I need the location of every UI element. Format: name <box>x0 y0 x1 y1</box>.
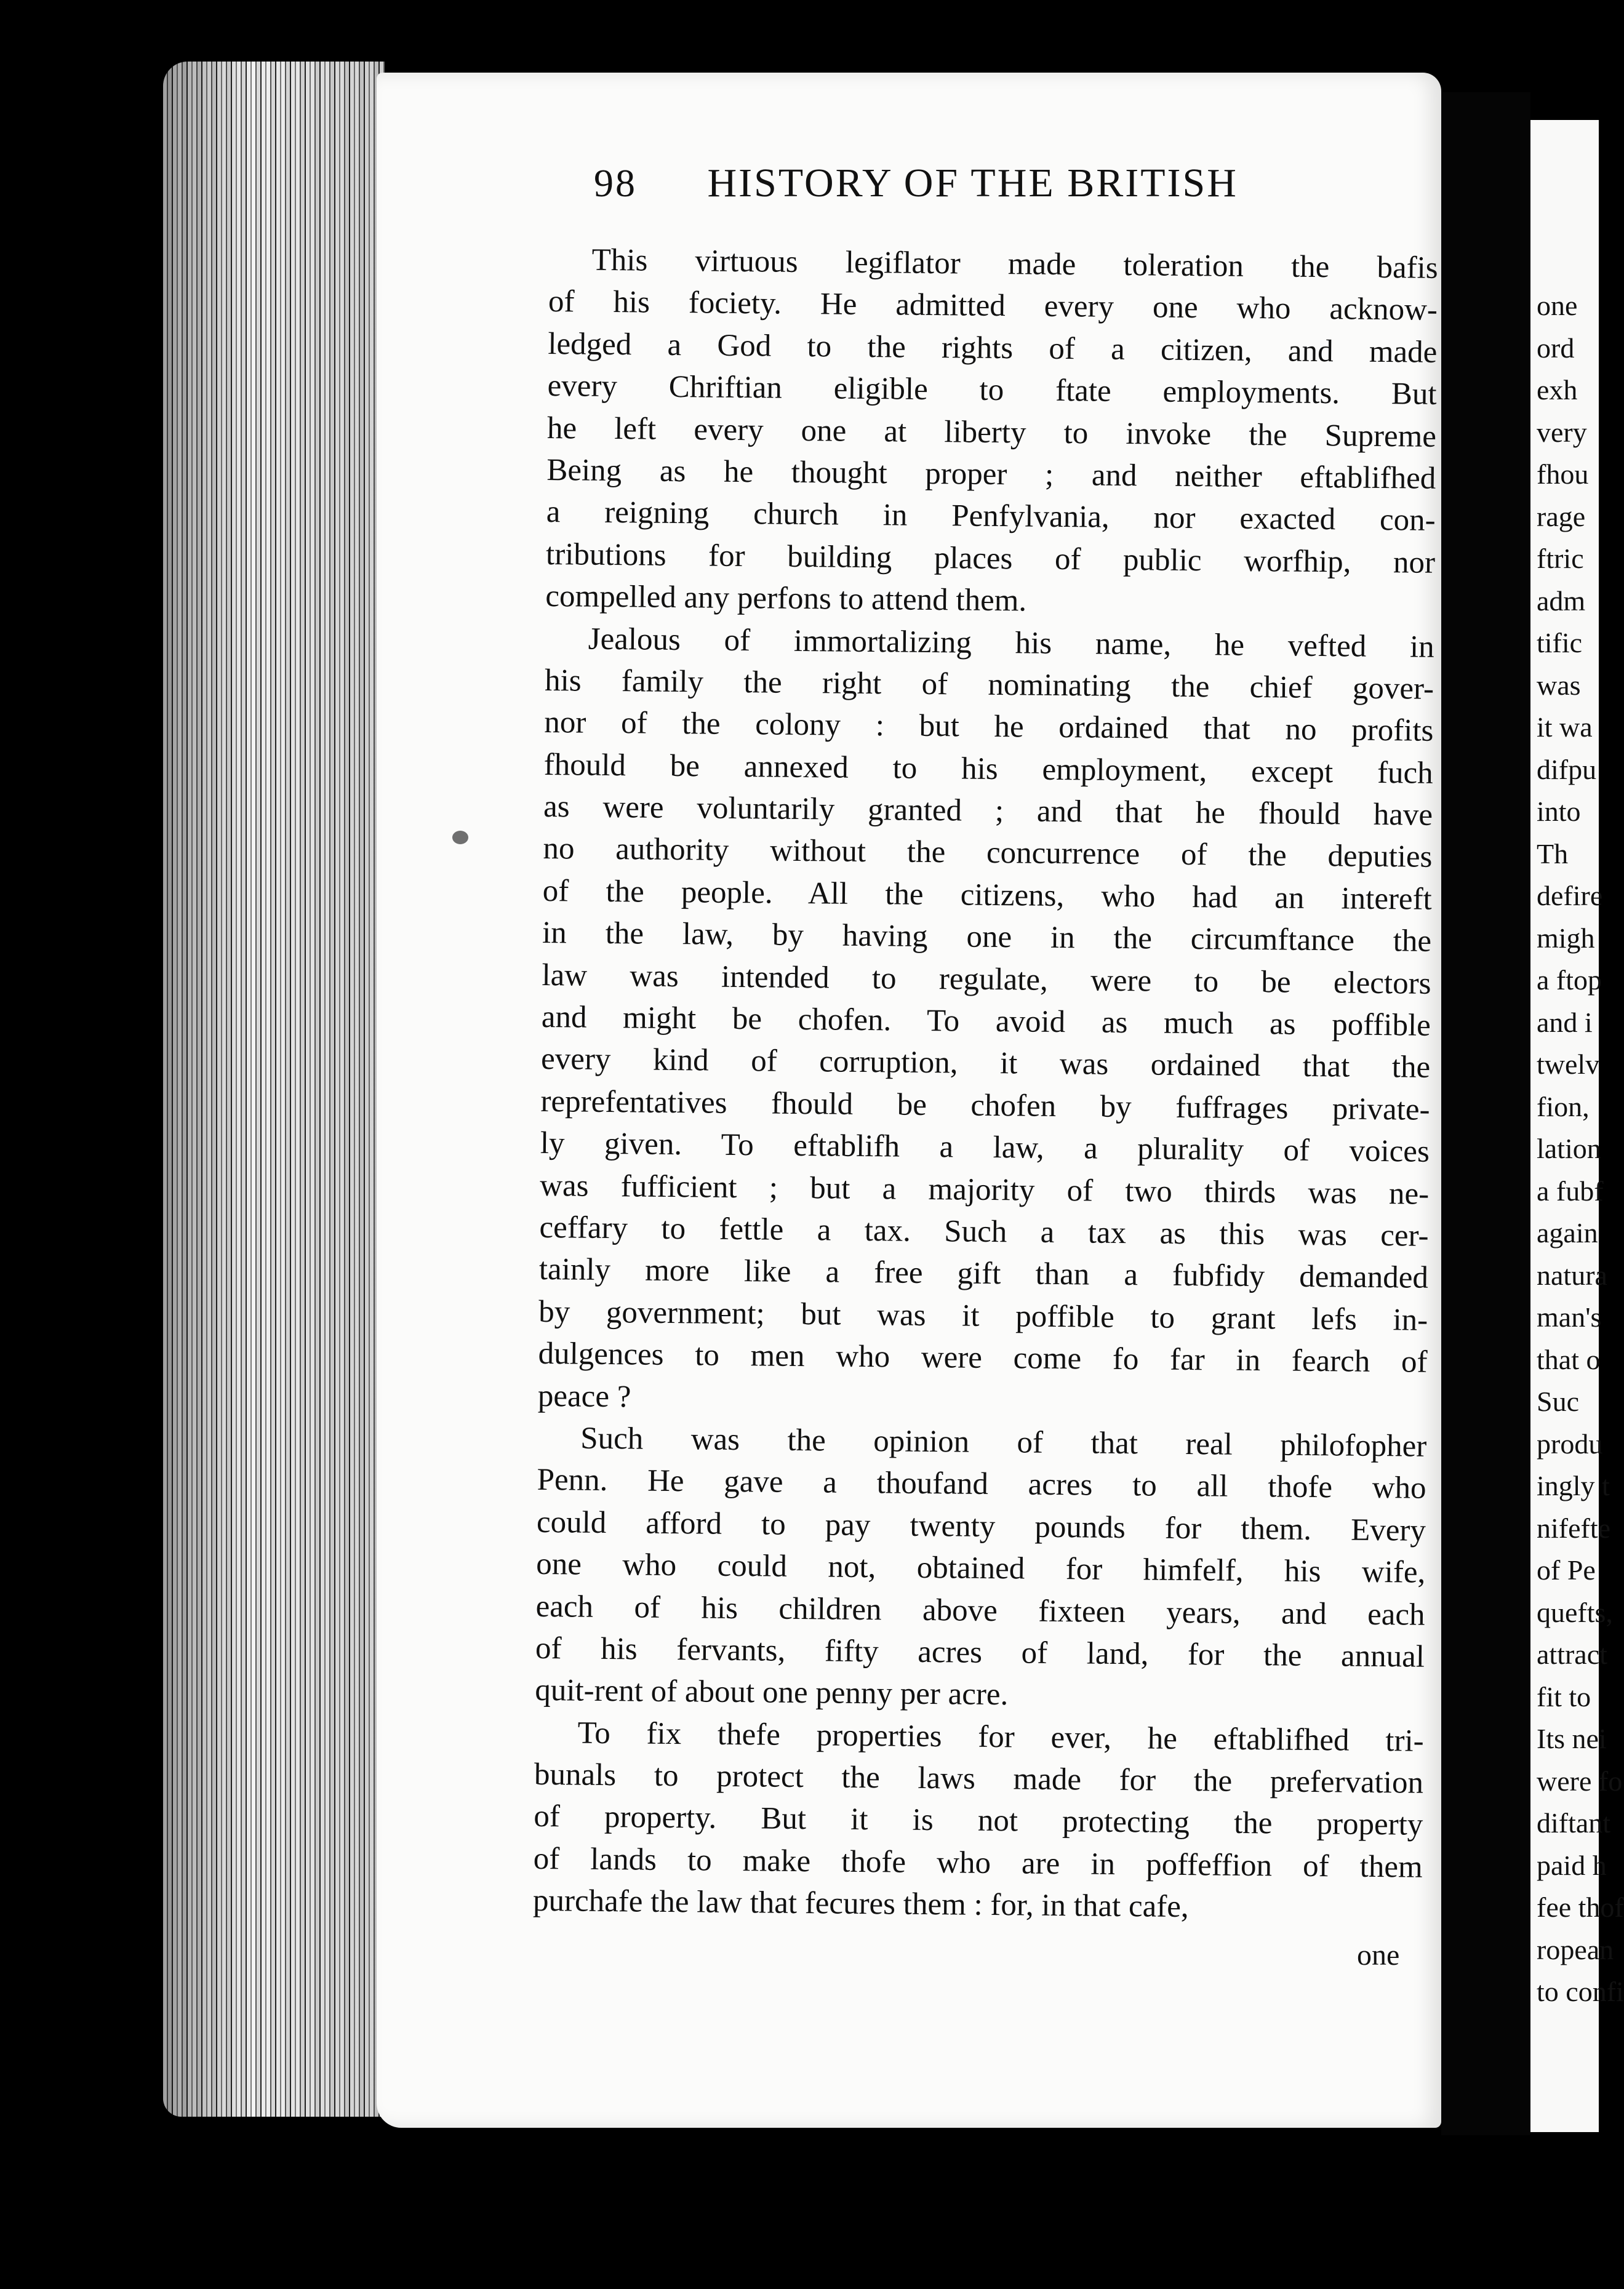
facing-page-line-fragment: Th <box>1537 837 1569 869</box>
text-line: his family the right of nominating the chief gover- <box>544 663 1434 706</box>
facing-page-line-fragment: tific <box>1537 627 1583 658</box>
text-line: Being as he thought proper ; and neither eftablifhed <box>546 452 1436 496</box>
text-line: purchafe the law that fecures them : for, in that cafe, <box>532 1884 1189 1925</box>
book-page-edges <box>163 62 385 2117</box>
text-line: of lands to make thofe who are in poffeffion of them <box>533 1841 1423 1885</box>
facing-page-line-fragment: rage <box>1537 500 1586 532</box>
facing-page-line-fragment: paid h <box>1537 1849 1607 1881</box>
facing-page-fragments <box>1530 285 1624 2013</box>
facing-page-line-fragment: one <box>1537 290 1578 321</box>
text-line: no authority without the concurrence of the deputies <box>543 831 1433 875</box>
text-line: and might be chofen. To avoid as much as poffible <box>541 999 1431 1043</box>
text-line: Penn. He gave a thoufand acres to all thofe who <box>537 1463 1426 1506</box>
text-line: dulgences to men who were come fo far in fearch of <box>538 1336 1428 1380</box>
facing-page-line-fragment: Suc <box>1537 1386 1579 1417</box>
text-line: tainly more like a free gift than a fubfidy demanded <box>538 1252 1429 1296</box>
facing-page-line-fragment: fhou <box>1537 458 1589 490</box>
facing-page <box>1530 120 1624 2132</box>
text-line: was fufficient ; but a majority of two thirds was ne- <box>539 1168 1430 1212</box>
running-head <box>594 160 1345 215</box>
facing-page-line-fragment: adm <box>1537 585 1586 617</box>
body-text <box>533 239 1438 1930</box>
text-line: as were voluntarily granted ; and that he fhould have <box>543 789 1433 833</box>
facing-page-line-fragment: of Pe <box>1537 1554 1596 1586</box>
facing-page-line-fragment: fit to <box>1537 1680 1591 1712</box>
text-line: each of his children above fixteen years, and each <box>535 1589 1425 1632</box>
facing-page-line-fragment: natura <box>1537 1259 1607 1291</box>
text-line: peace ? <box>537 1378 631 1414</box>
facing-page-line-fragment: difpu <box>1537 753 1597 785</box>
text-line: law was intended to regulate, were to be electors <box>542 957 1431 1001</box>
text-line: a reigning church in Penfylvania, nor exacted con- <box>546 495 1436 538</box>
facing-page-line-fragment: into <box>1537 796 1581 827</box>
text-line: of his fervants, fifty acres of land, for the annual <box>535 1631 1425 1674</box>
book-gutter <box>1441 92 1530 2135</box>
facing-page-line-fragment: twelv <box>1537 1049 1600 1080</box>
text-line: could afford to pay twenty pounds for them. Every <box>536 1504 1426 1548</box>
text-line: reprefentatives fhould be chofen by fuffrages private- <box>540 1084 1430 1127</box>
facing-page-line-fragment: quefts, <box>1537 1596 1613 1628</box>
text-line: ceffary to fettle a tax. Such a tax as this was cer- <box>539 1210 1429 1253</box>
facing-page-line-fragment: to confi <box>1537 1976 1624 2007</box>
facing-page-line-fragment: ropean <box>1537 1933 1614 1965</box>
facing-page-line-fragment: again <box>1537 1217 1598 1248</box>
facing-page-line-fragment: exh <box>1537 374 1578 405</box>
facing-page-line-fragment: fion, <box>1537 1090 1590 1122</box>
facing-page-line-fragment: migh <box>1537 922 1595 954</box>
text-line: compelled any perfons to attend them. <box>545 579 1027 618</box>
text-line: To fix thefe properties for ever, he eftablifhed tri- <box>577 1716 1424 1759</box>
facing-page-line-fragment: it wa <box>1537 711 1593 743</box>
text-line: by government; but was it poffible to grant lefs in- <box>538 1294 1428 1338</box>
text-line: This virtuous legiflator made toleration the bafis <box>591 242 1438 286</box>
facing-page-line-fragment: produ <box>1537 1428 1603 1460</box>
ink-smudge <box>452 831 468 844</box>
facing-page-line-fragment: fee thof <box>1537 1892 1624 1923</box>
text-line: tributions for building places of public worfhip, nor <box>545 537 1436 580</box>
text-line: Jealous of immortalizing his name, he vefted in <box>588 621 1434 665</box>
facing-page-line-fragment: a ftop <box>1537 964 1602 996</box>
facing-page-line-fragment: and i <box>1537 1006 1593 1038</box>
facing-page-line-fragment: ftric <box>1537 543 1584 574</box>
facing-page-line-fragment: lation <box>1537 1133 1601 1164</box>
text-line: fhould be annexed to his employment, except fuch <box>543 747 1433 791</box>
text-line: Such was the opinion of that real philofopher <box>580 1421 1427 1464</box>
facing-page-line-fragment: a fubf <box>1537 1175 1604 1207</box>
facing-page-line-fragment: was <box>1537 669 1581 701</box>
text-line: of the people. All the citizens, who had an intereft <box>542 873 1433 917</box>
text-line: quit-rent of about one penny per acre. <box>535 1673 1009 1712</box>
facing-page-line-fragment: man's <box>1537 1301 1602 1333</box>
text-line: of his fociety. He admitted every one who acknow- <box>548 284 1438 328</box>
facing-page-line-fragment: ingly t <box>1537 1470 1610 1501</box>
facing-page-line-fragment: diftant <box>1537 1807 1611 1839</box>
text-line: nor of the colony : but he ordained that no profits <box>544 705 1434 749</box>
text-line: in the law, by having one in the circumftance the <box>542 916 1432 959</box>
text-line: of property. But it is not protecting the property <box>534 1799 1423 1843</box>
text-line: one who could not, obtained for himfelf, his wife, <box>536 1547 1426 1590</box>
facing-page-line-fragment: nifefte <box>1537 1512 1611 1544</box>
facing-page-line-fragment: that o <box>1537 1343 1601 1375</box>
text-line: he left every one at liberty to invoke the Supreme <box>546 410 1437 454</box>
facing-page-line-fragment: ord <box>1537 332 1575 364</box>
page-number: 98 <box>594 161 637 205</box>
running-title: HISTORY OF THE BRITISH <box>707 161 1238 206</box>
text-line: ly given. To eftablifh a law, a plurality of voices <box>540 1126 1430 1170</box>
text-line: bunals to protect the laws made for the prefervation <box>534 1757 1424 1800</box>
text-line: every Chriftian eligible to ftate employments. But <box>547 369 1437 412</box>
facing-page-line-fragment: defire <box>1537 880 1603 911</box>
catchword: one <box>1357 1939 1400 1971</box>
facing-page-line-fragment: attract <box>1537 1639 1607 1670</box>
text-line: every kind of corruption, it was ordained that the <box>540 1042 1431 1085</box>
facing-page-line-fragment: were fo <box>1537 1765 1623 1797</box>
facing-page-line-fragment: very <box>1537 416 1587 448</box>
facing-page-line-fragment: Its nei <box>1537 1723 1607 1754</box>
text-line: ledged a God to the rights of a citizen, and made <box>548 326 1438 370</box>
